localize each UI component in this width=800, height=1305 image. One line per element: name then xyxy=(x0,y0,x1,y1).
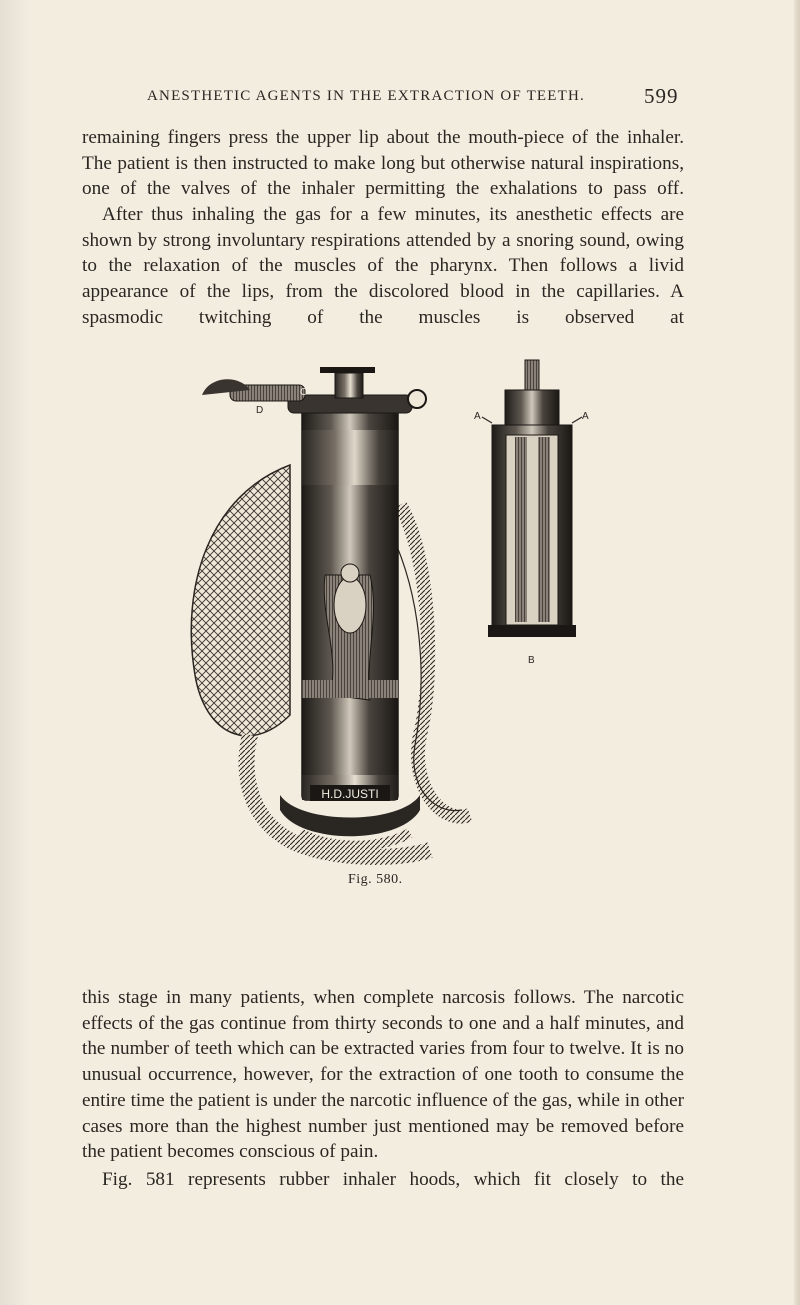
inhaler-illustration xyxy=(170,355,600,865)
paragraph-1: remaining fingers press the upper lip about the mouth-piece of the inhaler. The patient is then instructed to make long but otherwise natural inspirations, one of the valves of the inhaler permitting the exhalations to pass off. xyxy=(82,127,684,200)
running-head: ANESTHETIC AGENTS IN THE EXTRACTION OF TEETH. xyxy=(147,88,586,104)
label-c: C xyxy=(300,387,308,398)
figure-caption: Fig. 580. xyxy=(348,872,403,887)
side-tube xyxy=(400,505,470,817)
page-gutter-shadow xyxy=(0,0,30,1305)
paragraph-2: After thus inhaling the gas for a few minutes, its anesthetic effects are shown by strong involuntary respirations attended by a snoring sound, owing to the relaxation of the muscles of the pharynx. Then follows a livid appearance of the lips, from the discolored blood in the capillaries. A spasmodic twitching of the muscles is observed at xyxy=(82,204,684,328)
paragraph-4: Fig. 581 represents rubber inhaler hoods, which fit closely to the xyxy=(102,1169,684,1190)
page-edge xyxy=(794,0,800,1305)
cylinder-section-view xyxy=(474,360,589,666)
gas-cylinder xyxy=(302,410,398,800)
cylinder-maker-label: H.D.JUSTI xyxy=(321,787,379,801)
label-a-right: A xyxy=(582,411,589,422)
label-b: B xyxy=(528,655,535,666)
rubber-bag xyxy=(191,465,290,736)
label-d: D xyxy=(256,405,264,416)
valve-head xyxy=(202,367,426,416)
page-number: 599 xyxy=(644,84,679,108)
cylinder-base xyxy=(280,785,420,846)
paragraph-3: this stage in many patients, when complete narcosis follows. The narcotic effects of the gas continue from thirty seconds to one and a half minutes, and the number of teeth which can be extracted varies from four to twelve. It is no unusual occurrence, however, for the extraction of one tooth to consume the entire time the patient is under the narcotic influence of the gas, while in other cases more than the highest number just mentioned may be removed before the patient becomes conscious of pain. xyxy=(82,987,684,1163)
label-a-left: A xyxy=(474,411,481,422)
